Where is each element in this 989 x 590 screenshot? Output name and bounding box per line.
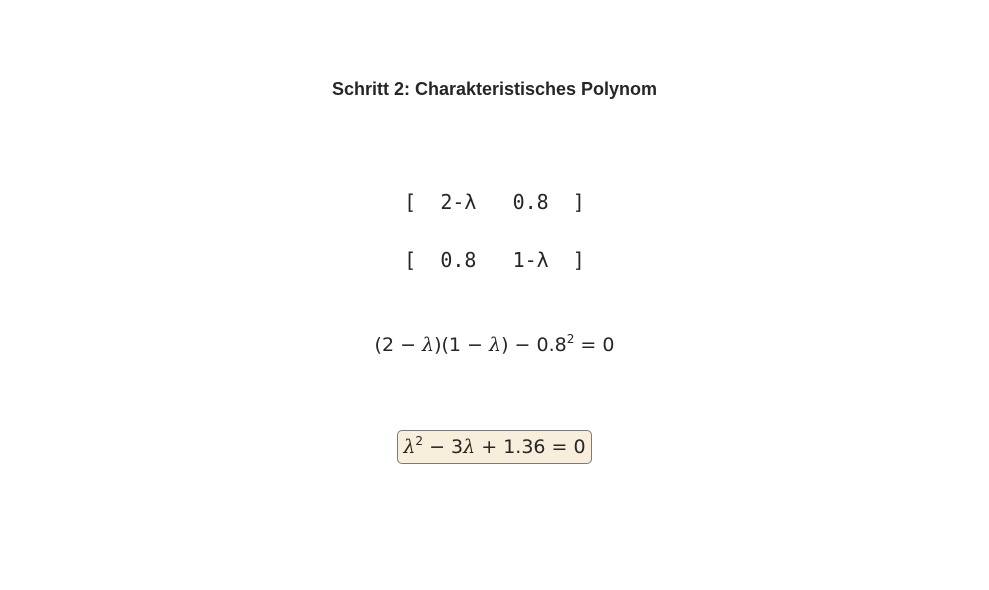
equation-part: (2 − — [374, 334, 423, 356]
result-container — [0, 430, 989, 464]
matrix-cell: 2-λ — [440, 190, 477, 214]
matrix-row-1 — [0, 190, 989, 214]
matrix-cell: 1-λ — [512, 248, 549, 272]
lambda-symbol: λ — [463, 436, 476, 458]
exponent: 2 — [566, 331, 575, 346]
equation-part: = 0 — [574, 334, 615, 356]
matrix-cell: 0.8 — [440, 248, 477, 272]
equation-part: )(1 − — [434, 334, 490, 356]
matrix-bracket-open: [ — [404, 248, 417, 272]
matrix-bracket-open: [ — [404, 190, 417, 214]
characteristic-polynomial-box — [397, 430, 591, 464]
lambda-symbol: λ — [422, 334, 435, 356]
exponent: 2 — [415, 433, 424, 448]
matrix-bracket-close: ] — [572, 190, 585, 214]
determinant-equation — [0, 332, 989, 358]
equation-part: ) − 0.8 — [501, 334, 567, 356]
lambda-symbol: λ — [403, 436, 416, 458]
result-part: − 3 — [423, 436, 464, 458]
lambda-symbol: λ — [489, 334, 502, 356]
matrix-bracket-close: ] — [572, 248, 585, 272]
matrix-row-2 — [0, 248, 989, 272]
slide-title: Schritt 2: Charakteristisches Polynom — [331, 79, 658, 99]
matrix-cell: 0.8 — [512, 190, 549, 214]
result-part: + 1.36 = 0 — [475, 436, 586, 458]
